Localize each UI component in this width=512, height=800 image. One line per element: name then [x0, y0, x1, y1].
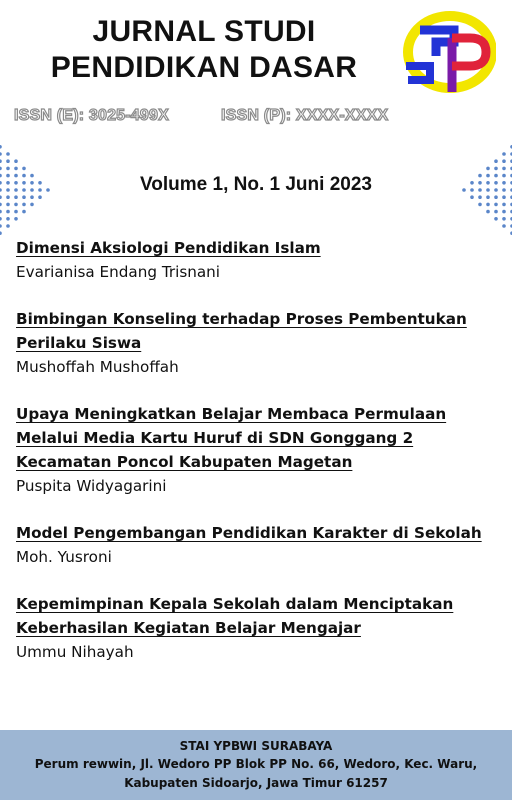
- decorative-dot: [494, 203, 498, 207]
- decorative-dot: [6, 203, 10, 207]
- article-title-link[interactable]: Dimensi Aksiologi Pendidikan Islam: [16, 239, 321, 257]
- article-item: [16, 402, 486, 498]
- decorative-dot: [14, 203, 18, 207]
- decorative-dot: [502, 217, 506, 221]
- publisher-footer: [0, 730, 512, 800]
- decorative-dot: [486, 203, 490, 207]
- decorative-dot: [22, 203, 26, 207]
- decorative-dot: [502, 167, 506, 171]
- decorative-dot: [6, 159, 10, 163]
- article-title-link[interactable]: Bimbingan Konseling terhadap Proses Pembentukan Perilaku Siswa: [16, 310, 467, 352]
- decorative-dot: [502, 210, 506, 214]
- decorative-dot: [6, 210, 10, 214]
- article-author: Evarianisa Endang Trisnani: [16, 263, 221, 281]
- decorative-dot: [0, 224, 2, 228]
- logo-text: JSPD: [400, 8, 403, 9]
- publisher-address: Perum rewwin, Jl. Wedoro PP Blok PP No. 66, Wedoro, Kec. Waru, Kabupaten Sidoarjo, Jawa Timur 61257: [34, 757, 478, 790]
- decorative-dot: [0, 167, 2, 171]
- article-item: [16, 307, 486, 379]
- decorative-dot: [14, 159, 18, 163]
- decorative-dot: [494, 217, 498, 221]
- decorative-dot: [478, 203, 482, 207]
- decorative-dot: [0, 145, 2, 149]
- decorative-dot: [0, 231, 2, 235]
- article-item: [16, 521, 486, 569]
- decorative-dot: [486, 167, 490, 171]
- publisher-institution: STAI YPBWI SURABAYA: [179, 739, 333, 753]
- article-title-link[interactable]: Upaya Meningkatkan Belajar Membaca Permulaan Melalui Media Kartu Huruf di SDN Gonggang 2 Kecamatan Poncol Kabupaten Magetan: [16, 405, 447, 471]
- journal-title-line2: PENDIDIKAN DASAR: [50, 51, 358, 84]
- decorative-dot: [494, 159, 498, 163]
- decorative-dot: [0, 203, 2, 207]
- decorative-dot: [0, 152, 2, 156]
- decorative-dot: [6, 217, 10, 221]
- decorative-dot: [22, 167, 26, 171]
- decorative-dot: [22, 210, 26, 214]
- decorative-dot: [502, 224, 506, 228]
- decorative-dot: [486, 210, 490, 214]
- decorative-dot: [0, 159, 2, 163]
- decorative-dot: [14, 217, 18, 221]
- decorative-dot: [30, 203, 34, 207]
- decorative-dot: [6, 167, 10, 171]
- article-author: Puspita Widyagarini: [16, 477, 167, 495]
- journal-title-line1: JURNAL STUDI: [92, 15, 316, 48]
- journal-title: [14, 14, 394, 86]
- article-author: Moh. Yusroni: [16, 548, 112, 566]
- issn-print: ISSN (P): XXXX-XXXX: [221, 107, 389, 124]
- decorative-dot: [6, 152, 10, 156]
- article-item: [16, 236, 486, 284]
- decorative-dot: [502, 159, 506, 163]
- article-author: Mushoffah Mushoffah: [16, 358, 179, 376]
- article-list: [16, 236, 486, 687]
- decorative-dot: [494, 210, 498, 214]
- decorative-dot: [6, 224, 10, 228]
- decorative-dot: [502, 203, 506, 207]
- decorative-dot: [14, 167, 18, 171]
- volume-issue: Volume 1, No. 1 Juni 2023: [140, 174, 372, 195]
- article-item: [16, 592, 486, 664]
- issn-electronic: ISSN (E): 3025-499X: [14, 107, 169, 124]
- decorative-dot: [502, 152, 506, 156]
- decorative-dot: [0, 217, 2, 221]
- article-title-link[interactable]: Kepemimpinan Kepala Sekolah dalam Menciptakan Keberhasilan Kegiatan Belajar Mengajar: [16, 595, 454, 637]
- decorative-dot: [494, 167, 498, 171]
- article-author: Ummu Nihayah: [16, 643, 134, 661]
- article-title-link[interactable]: Model Pengembangan Pendidikan Karakter di Sekolah: [16, 524, 482, 542]
- journal-logo: [400, 8, 496, 98]
- decorative-dot: [14, 210, 18, 214]
- decorative-dot: [0, 210, 2, 214]
